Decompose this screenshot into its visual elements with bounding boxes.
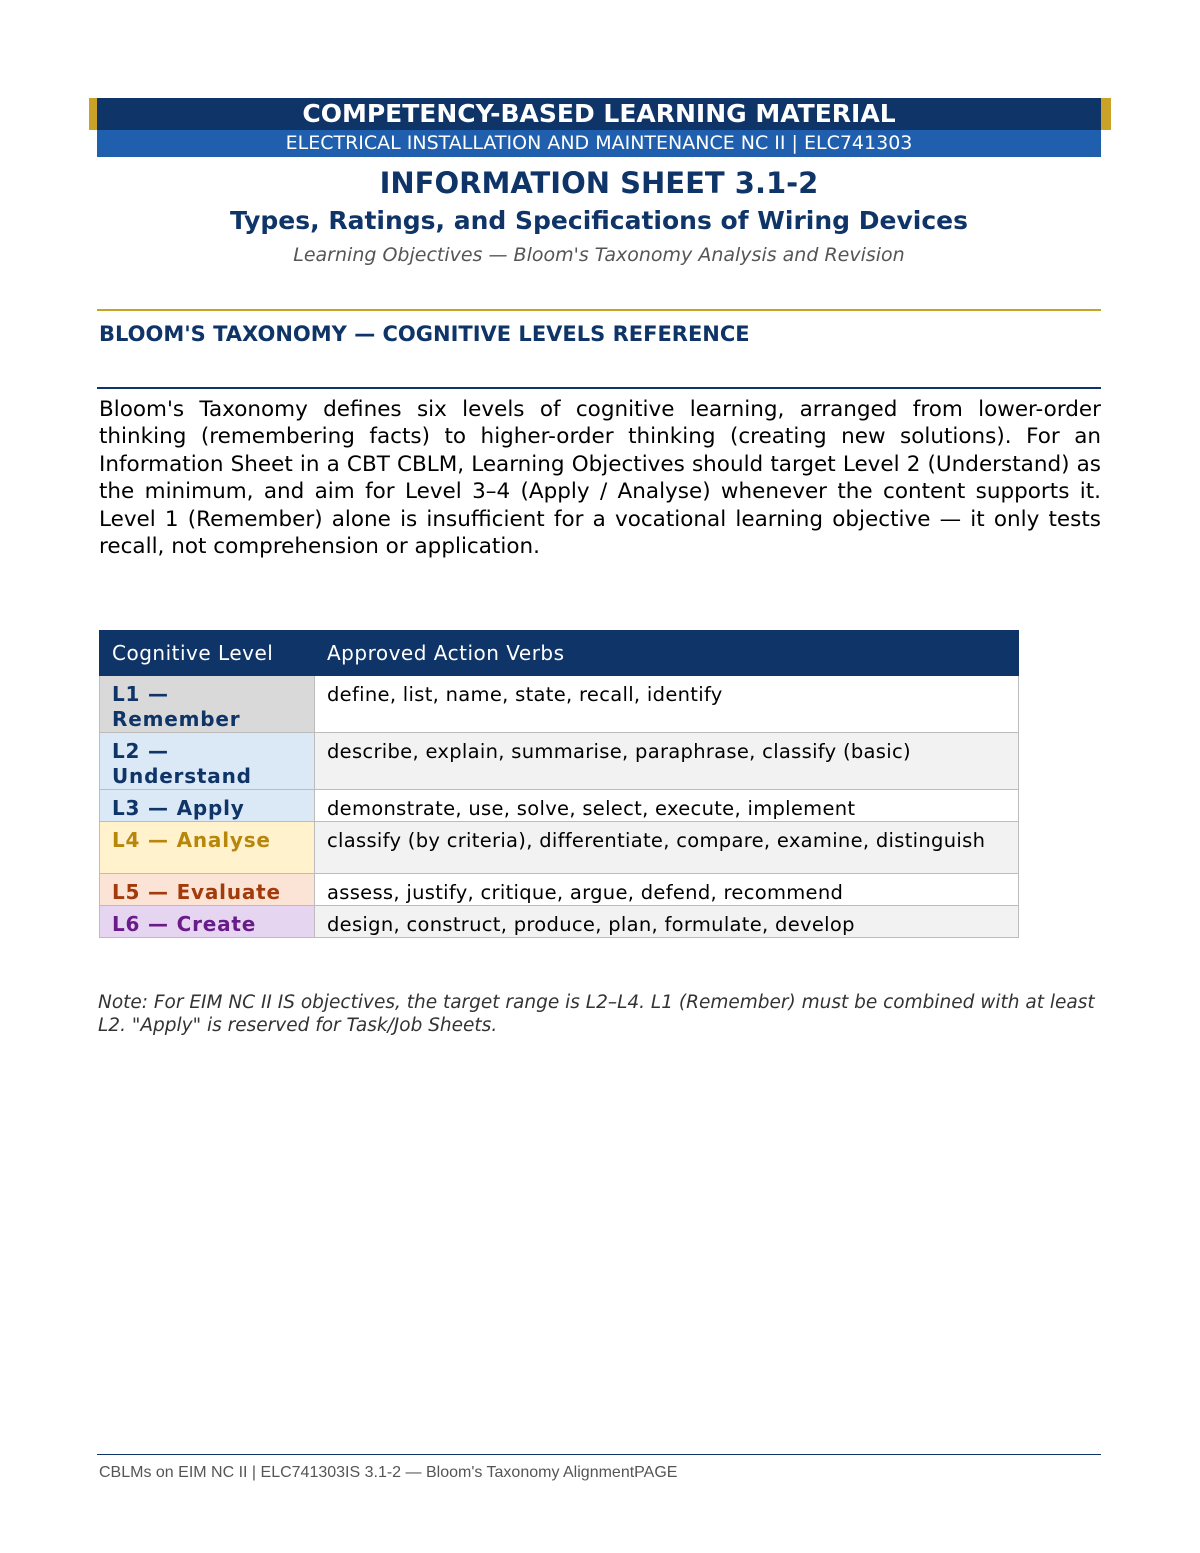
sheet-title: INFORMATION SHEET 3.1-2 xyxy=(379,166,819,200)
table-header-level: Cognitive Level xyxy=(100,631,315,676)
banner-title: COMPETENCY-BASED LEARNING MATERIAL xyxy=(97,98,1101,130)
footer-divider xyxy=(97,1454,1101,1455)
table-row xyxy=(100,906,1019,938)
table-row xyxy=(100,790,1019,822)
verbs-cell: design, construct, produce, plan, formulate, develop xyxy=(315,906,1019,938)
sheet-caption: Learning Objectives — Bloom's Taxonomy Analysis and Revision xyxy=(293,244,905,266)
level-cell: L4 — Analyse xyxy=(100,822,315,874)
level-cell: L6 — Create xyxy=(100,906,315,938)
verbs-cell: describe, explain, summarise, paraphrase, classify (basic) xyxy=(315,733,1019,790)
verbs-cell: demonstrate, use, solve, select, execute, implement xyxy=(315,790,1019,822)
verbs-cell: assess, justify, critique, argue, defend, recommend xyxy=(315,874,1019,906)
table-row xyxy=(100,733,1019,790)
sheet-subtitle: Types, Ratings, and Specifications of Wiring Devices xyxy=(230,206,968,235)
table-header-verbs: Approved Action Verbs xyxy=(315,631,1019,676)
gold-divider xyxy=(97,309,1101,311)
bloom-levels-table xyxy=(99,630,1019,938)
level-cell: L2 — Understand xyxy=(100,733,315,790)
level-cell: L1 — Remember xyxy=(100,676,315,733)
table-header-row xyxy=(100,631,1019,676)
table-row xyxy=(100,822,1019,874)
verbs-cell: define, list, name, state, recall, identify xyxy=(315,676,1019,733)
banner-subtitle: ELECTRICAL INSTALLATION AND MAINTENANCE NC II | ELC741303 xyxy=(97,130,1101,157)
table-row xyxy=(100,874,1019,906)
navy-divider xyxy=(97,387,1101,389)
table-row xyxy=(100,676,1019,733)
page-footer: CBLMs on EIM NC II | ELC741303IS 3.1-2 — Bloom's Taxonomy AlignmentPAGE xyxy=(99,1464,678,1481)
verbs-cell: classify (by criteria), differentiate, compare, examine, distinguish xyxy=(315,822,1019,874)
level-cell: L5 — Evaluate xyxy=(100,874,315,906)
intro-paragraph: Bloom's Taxonomy defines six levels of cognitive learning, arranged from lower-order thinking (remembering facts) to higher-order thinking (creating new solutions). For an Information Sheet in a CBT CBLM, Learning Objectives should target Level 2 (Understand) as the minimum, and aim for Level 3–4 (Apply / Analyse) whenever the content supports it. Level 1 (Remember) alone is insufficient for a vocational learning objective — it only tests recall, not comprehension or application. xyxy=(99,397,1101,560)
section-heading: BLOOM'S TAXONOMY — COGNITIVE LEVELS REFERENCE xyxy=(99,322,750,346)
level-cell: L3 — Apply xyxy=(100,790,315,822)
table-note: Note: For EIM NC II IS objectives, the target range is L2–L4. L1 (Remember) must be combined with at least L2. "Apply" is reserved for Task/Job Sheets. xyxy=(98,992,1095,1036)
banner-accent-right xyxy=(1101,98,1111,130)
